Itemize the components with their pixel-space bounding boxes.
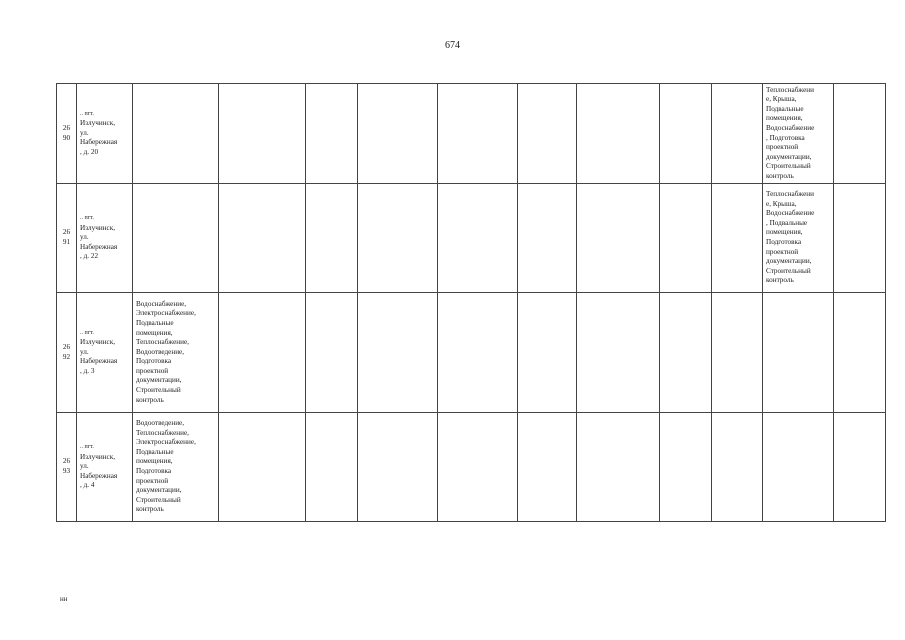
table-row <box>57 84 886 184</box>
empty-cell <box>518 84 577 184</box>
empty-cell <box>712 413 763 522</box>
empty-cell <box>518 293 577 413</box>
row-number-cell: 26 93 <box>57 413 77 522</box>
empty-cell <box>438 293 518 413</box>
empty-cell <box>577 413 660 522</box>
empty-cell <box>712 84 763 184</box>
empty-cell <box>834 84 886 184</box>
empty-cell <box>219 293 306 413</box>
empty-cell <box>438 184 518 293</box>
empty-cell <box>834 184 886 293</box>
row-number-cell: 26 92 <box>57 293 77 413</box>
empty-cell <box>306 293 358 413</box>
table-row <box>57 293 886 413</box>
address-cell: .. пгт. Излучинск, ул. Набережная , д. 4 <box>77 413 133 522</box>
empty-cell <box>438 413 518 522</box>
empty-cell <box>518 184 577 293</box>
empty-cell <box>306 184 358 293</box>
empty-cell <box>712 293 763 413</box>
address-cell: .. пгт. Излучинск, ул. Набережная , д. 3 <box>77 293 133 413</box>
empty-cell <box>438 84 518 184</box>
empty-cell <box>358 84 438 184</box>
table-row <box>57 184 886 293</box>
empty-cell <box>660 84 712 184</box>
works-cell <box>763 413 834 522</box>
empty-cell <box>660 184 712 293</box>
address-cell: .. пгт. Излучинск, ул. Набережная , д. 20 <box>77 84 133 184</box>
works-cell <box>763 293 834 413</box>
footer-mark: нн <box>60 595 68 603</box>
works-cell: Водоотведение, Теплоснабжение, Электроснабжение, Подвальные помещения, Подготовка проектной документации, Строительный контроль <box>133 413 219 522</box>
empty-cell <box>577 293 660 413</box>
table-row <box>57 413 886 522</box>
row-number-cell: 26 91 <box>57 184 77 293</box>
empty-cell <box>577 84 660 184</box>
repair-register-table <box>56 83 886 522</box>
empty-cell <box>518 413 577 522</box>
empty-cell <box>219 413 306 522</box>
row-number-cell: 26 90 <box>57 84 77 184</box>
works-cell: Теплоснабжени е, Крыша, Подвальные помещения, Водоснабжение , Подготовка проектной документации, Строительный контроль <box>763 84 834 184</box>
empty-cell <box>306 84 358 184</box>
empty-cell <box>660 293 712 413</box>
empty-cell <box>358 184 438 293</box>
works-cell <box>133 184 219 293</box>
empty-cell <box>358 293 438 413</box>
empty-cell <box>219 184 306 293</box>
works-cell: Водоснабжение, Электроснабжение, Подвальные помещения, Теплоснабжение, Водоотведение, Подготовка проектной документации, Строительный контроль <box>133 293 219 413</box>
empty-cell <box>219 84 306 184</box>
page-number: 674 <box>445 40 460 51</box>
works-cell: Теплоснабжени е, Крыша, Водоснабжение , Подвальные помещения, Подготовка проектной документации, Строительный контроль <box>763 184 834 293</box>
empty-cell <box>358 413 438 522</box>
empty-cell <box>712 184 763 293</box>
empty-cell <box>660 413 712 522</box>
empty-cell <box>834 293 886 413</box>
address-cell: .. пгт. Излучинск, ул. Набережная , д. 22 <box>77 184 133 293</box>
works-cell <box>133 84 219 184</box>
empty-cell <box>577 184 660 293</box>
empty-cell <box>306 413 358 522</box>
empty-cell <box>834 413 886 522</box>
